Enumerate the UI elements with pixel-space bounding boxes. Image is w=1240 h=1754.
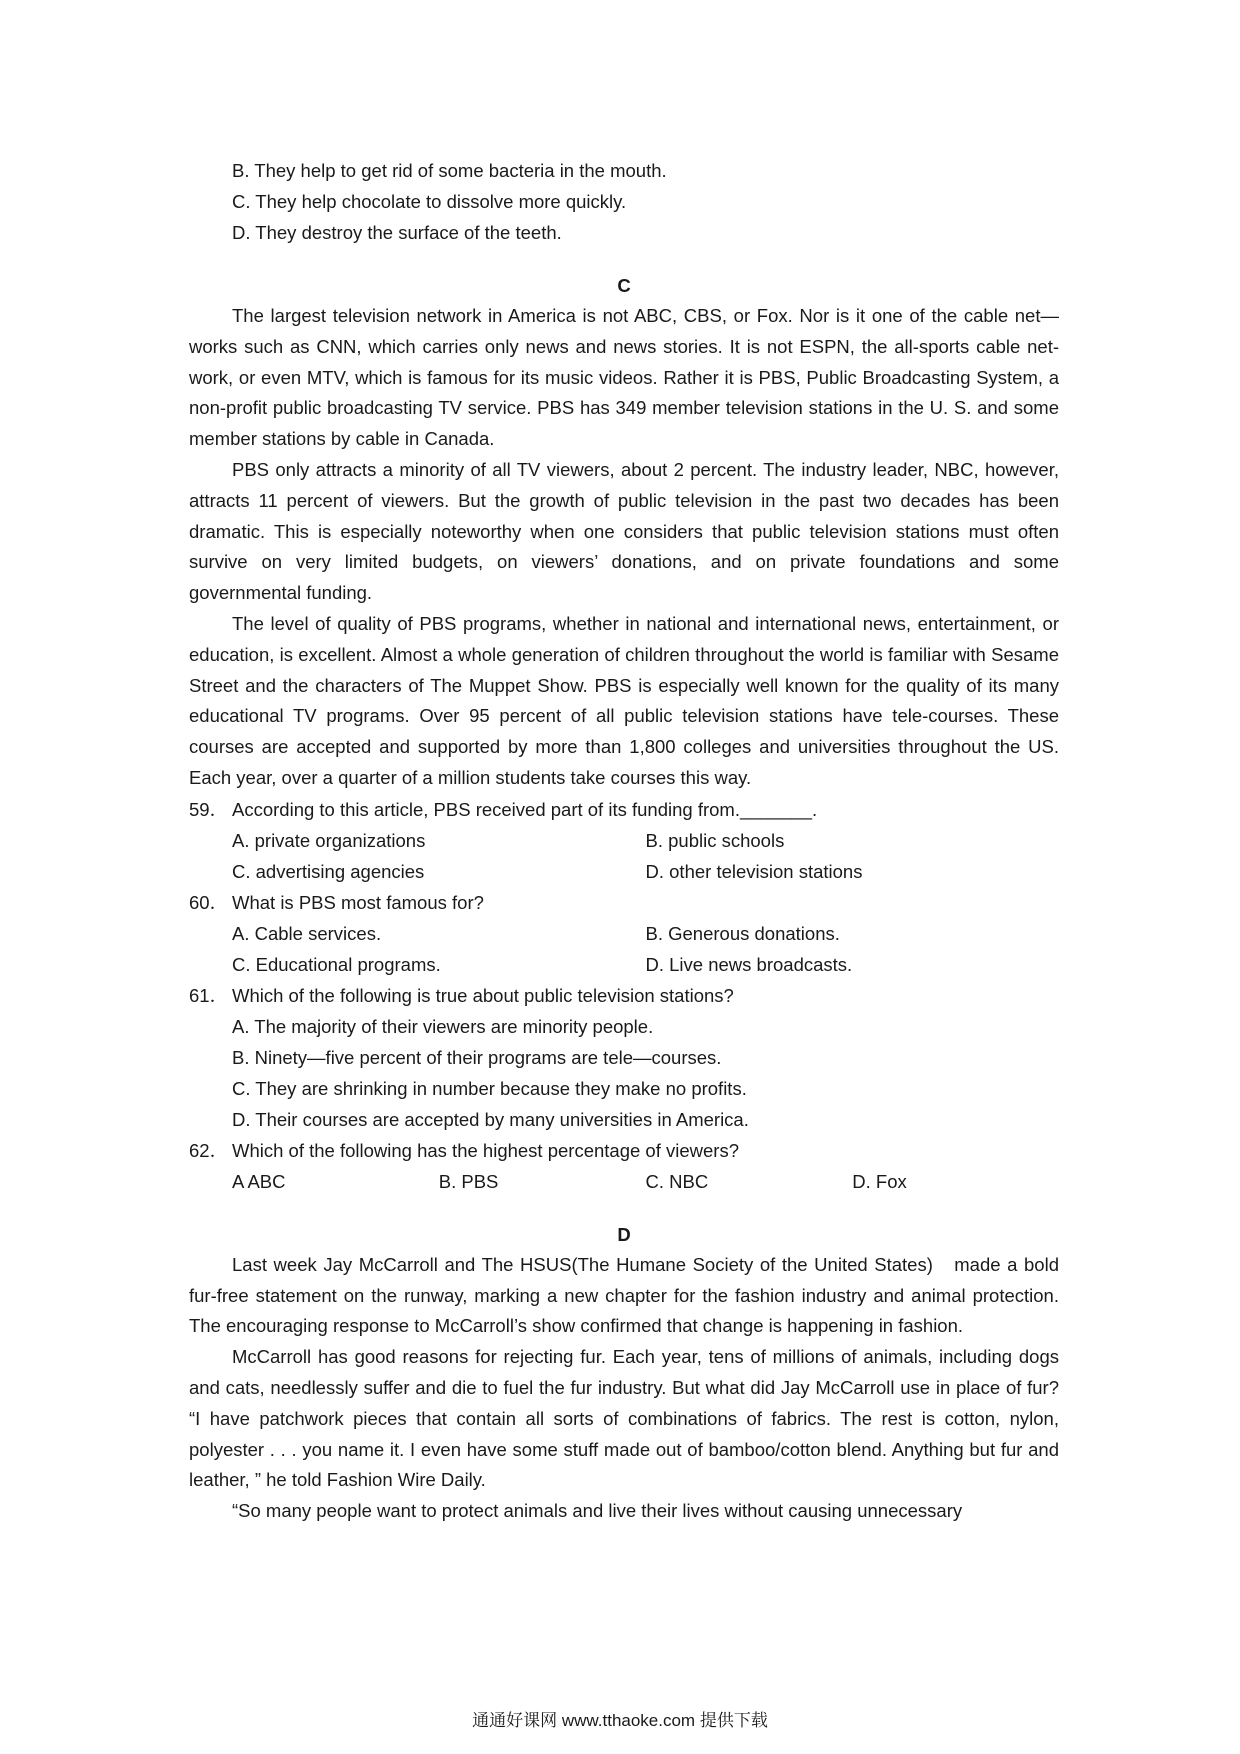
option-b: B. PBS — [438, 1170, 499, 1192]
question-text: What is PBS most famous for? — [232, 891, 484, 913]
option-a: A. Cable services. — [232, 922, 382, 944]
question-62 — [189, 1135, 1059, 1166]
question-text: According to this article, PBS received part of its funding from._______. — [232, 798, 818, 820]
question-number: 62． — [189, 1139, 229, 1161]
option-d: D. Fox — [852, 1170, 907, 1192]
passage-d-paragraph-2: McCarroll has good reasons for rejecting fur. Each year, tens of millions of animals, including dogs and cats, needlessly suffer and die to fuel the fur industry. But what did Jay McCarroll use in place of fur? “I have patchwork pieces that contain all sorts of combinations of fabrics. The rest is cotton, nylon, polyester . . . you name it. I even have some stuff made out of bamboo/cotton blend. Anything but fur and leather, ” he told Fashion Wire Daily. — [189, 1346, 1059, 1491]
section-c-heading: C — [617, 275, 631, 296]
option-c: C. advertising agencies — [232, 860, 425, 882]
passage-d-paragraph-1: Last week Jay McCarroll and The HSUS(The Humane Society of the United States) made a bold fur-free statement on the runway, marking a new chapter for the fashion industry and animal protection. The encouraging response to McCarroll’s show confirmed that change is happening in fashion. — [189, 1253, 1059, 1337]
passage-c-paragraph-2: PBS only attracts a minority of all TV viewers, about 2 percent. The industry leader, NBC, however, attracts 11 percent of viewers. But the growth of public television in the past two decades has been dramatic. This is especially noteworthy when one considers that public television stations must often survive on very limited budgets, on viewers’ donations, and on private foundations and some governmental funding. — [189, 458, 1059, 604]
question-60-options-row-2 — [189, 949, 1059, 980]
option-c: C. They are shrinking in number because they make no profits. — [232, 1077, 747, 1099]
question-number: 60． — [189, 891, 229, 913]
section-d-heading: D — [617, 1223, 631, 1245]
option-d: D. Their courses are accepted by many universities in America. — [232, 1108, 749, 1130]
passage-c-paragraph-1: The largest television network in America is not ABC, CBS, or Fox. Nor is it one of the cable net—works such as CNN, which carries only news and news stories. It is not ESPN, the all-sports cable net-work, or even MTV, which is famous for its music videos. Rather it is PBS, Public Broadcasting System, a non-profit public broadcasting TV service. PBS has 349 member television stations in the U. S. and some member stations by cable in Canada. — [189, 305, 1059, 450]
option-b: B. Generous donations. — [645, 922, 840, 944]
option-b: B. public schools — [645, 829, 785, 851]
option-a: A ABC — [232, 1170, 286, 1192]
option-a: A. private organizations — [232, 829, 426, 851]
prev-option-b: B. They help to get rid of some bacteria in the mouth. — [232, 160, 667, 181]
option-d: D. other television stations — [645, 860, 863, 882]
passage-d-paragraph-3: “So many people want to protect animals and live their lives without causing unnecessary — [232, 1500, 963, 1522]
question-60 — [189, 887, 1059, 918]
question-62-options — [189, 1166, 1059, 1197]
option-d: D. Live news broadcasts. — [645, 953, 853, 975]
option-c: C. Educational programs. — [232, 953, 441, 975]
option-b: B. Ninety—five percent of their programs are tele—courses. — [232, 1046, 722, 1068]
option-c: C. NBC — [645, 1170, 709, 1192]
passage-c-paragraph-3: The level of quality of PBS programs, whether in national and international news, entertainment, or education, is excellent. Almost a whole generation of children throughout the world is familiar with Sesame Street and the characters of The Muppet Show. PBS is especially well known for the quality of its many educational TV programs. Over 95 percent of all public television stations have tele-courses. These courses are accepted and supported by more than 1,800 colleges and universities throughout the US. Each year, over a quarter of a million students take courses this way. — [189, 612, 1059, 788]
question-number: 59． — [189, 798, 229, 820]
question-text: Which of the following is true about public television stations? — [232, 984, 734, 1006]
question-text: Which of the following has the highest percentage of viewers? — [232, 1139, 739, 1161]
option-a: A. The majority of their viewers are minority people. — [232, 1015, 654, 1037]
question-59-options-row-1 — [189, 825, 1059, 856]
question-60-options-row-1 — [189, 918, 1059, 949]
question-59-options-row-2 — [189, 856, 1059, 887]
prev-option-c: C. They help chocolate to dissolve more quickly. — [232, 191, 627, 212]
question-59 — [189, 794, 1059, 825]
question-61 — [189, 980, 1059, 1011]
question-number: 61． — [189, 984, 229, 1006]
prev-option-d: D. They destroy the surface of the teeth. — [232, 222, 562, 243]
footer-watermark: 通通好课网 www.tthaoke.com 提供下载 — [472, 1711, 768, 1730]
page-content — [189, 155, 1059, 1527]
